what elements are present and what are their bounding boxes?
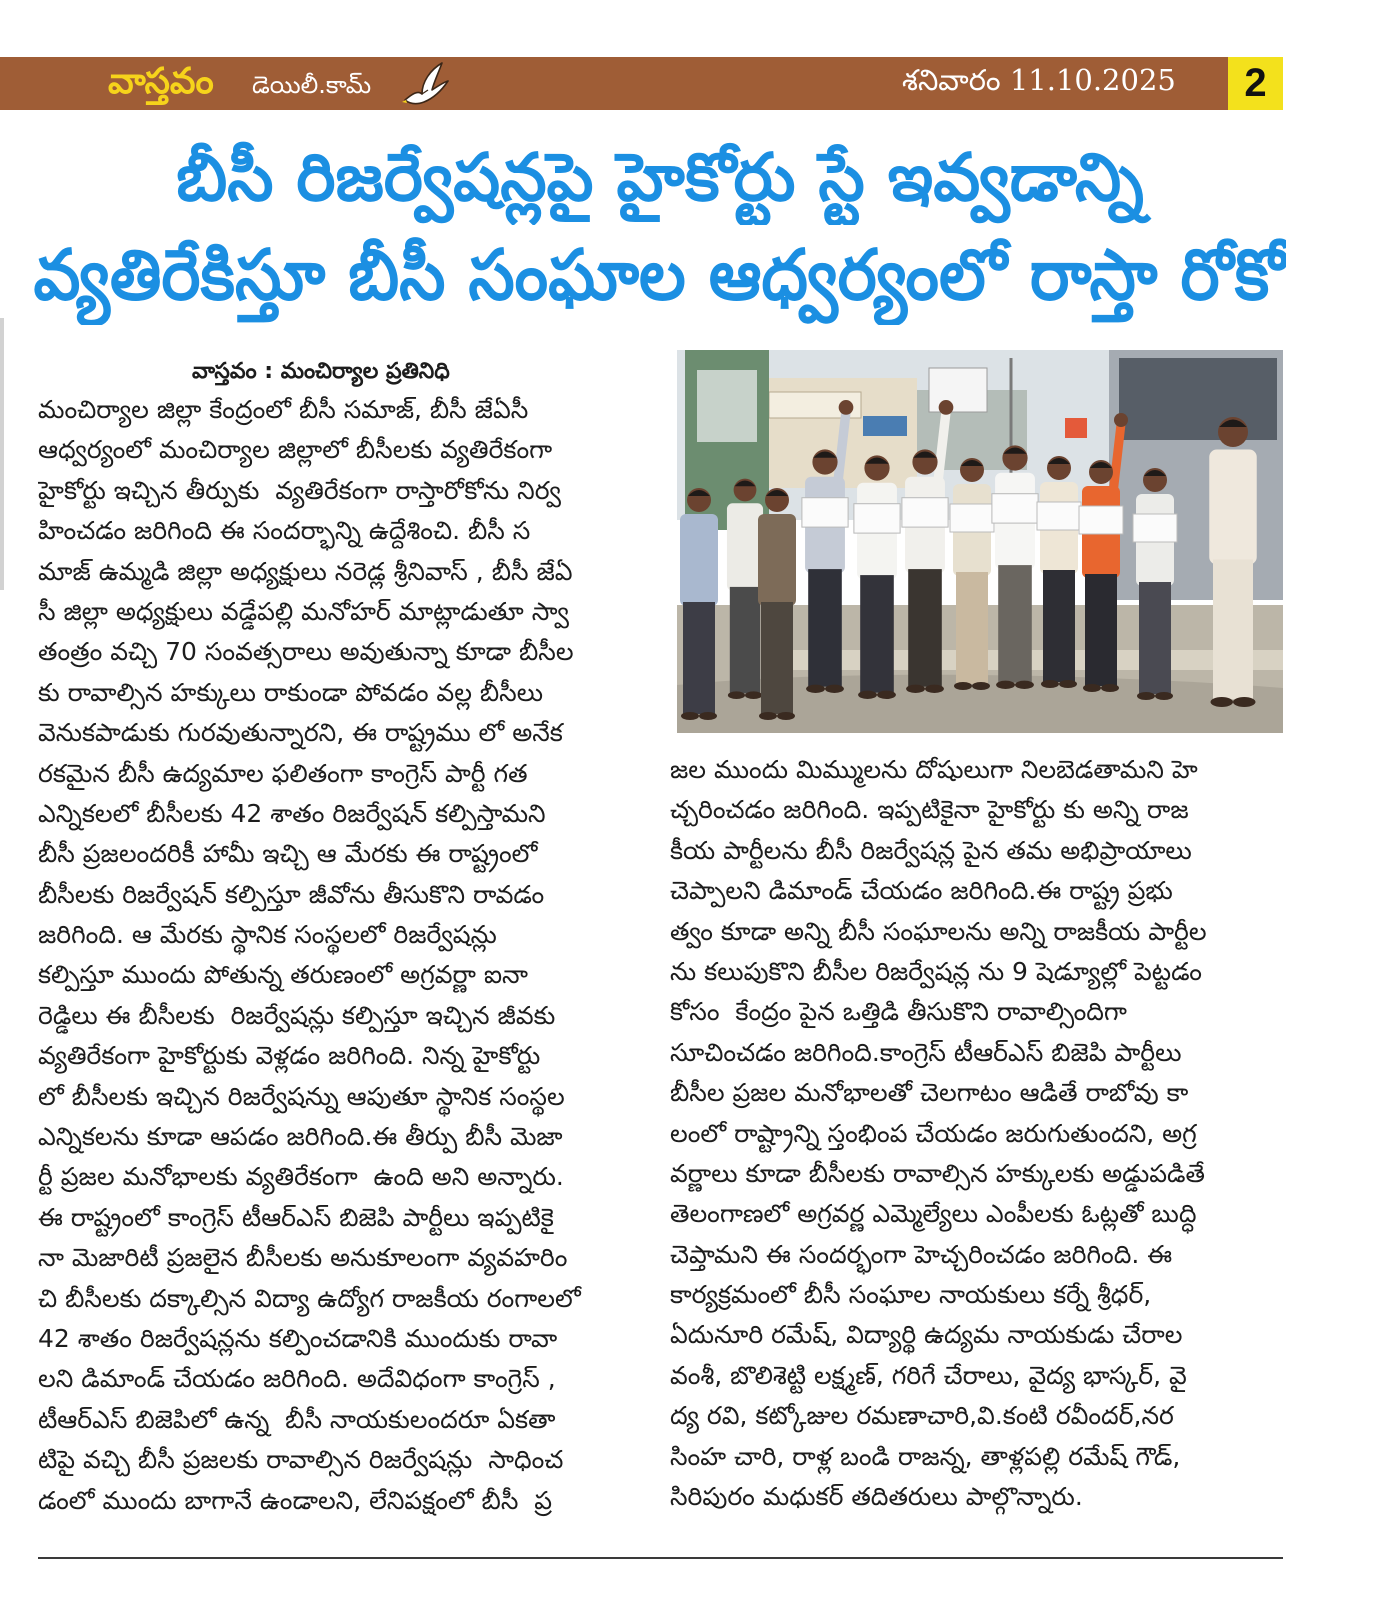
article-text-line: [38, 1238, 650, 1278]
article-text-line: [38, 1319, 650, 1359]
article-text-line: [38, 1279, 650, 1319]
article-text-line: [670, 750, 1282, 790]
article-text-line-content: ఆధ్వర్యంలో మంచిర్యాల జిల్లాలో బీసీలకు వ్యతిరేకంగా: [38, 435, 553, 465]
article-text-line: [38, 592, 650, 632]
article-text-line-content: త్వం కూడా అన్ని బీసీ సంఘాలను అన్ని రాజకీయ పార్టీల: [670, 916, 1207, 946]
article-text-line-content: హైకోర్టు ఇచ్చిన తీర్పుకు వ్యతిరేకంగా రాస్తారోకోను నిర్వ: [38, 475, 561, 505]
brand-name-text: వాస్తవం: [108, 61, 214, 102]
article-text-line: [670, 1154, 1282, 1194]
article-text-line: [670, 871, 1282, 911]
article-text-line-content: రకమైన బీసీ ఉద్యమాల ఫలితంగా కాంగ్రెస్ పార్టీ గత: [38, 758, 528, 788]
article-text-line-content: ను కలుపుకొని బీసీల రిజర్వేషన్ల ను 9 షెడ్యూల్లో పెట్టడం: [670, 956, 1202, 986]
article-text-line: [38, 632, 650, 672]
article-text-line-content: తంత్రం వచ్చి 70 సంవత్సరాలు అవుతున్నా కూడా బీసీల: [38, 637, 574, 667]
article-text-line-content: ద్య రవి, కట్కోజుల రమణాచారి,వి.కంటి రవీందర్,నర: [670, 1401, 1174, 1431]
article-text-line: [670, 790, 1282, 830]
article-text-line-content: ర్టీ ప్రజల మనోభాలకు వ్యతిరేకంగా ఉంది అని అన్నారు.: [38, 1162, 564, 1192]
photo-kiosk-panel: [697, 370, 757, 442]
article-text-line-content: బీసీ ప్రజలందరికీ హామీ ఇచ్చి ఆ మేరకు ఈ రాష్ట్రంలో: [38, 839, 538, 869]
article-column-right: [670, 750, 1282, 1517]
article-text-line: [670, 1396, 1282, 1436]
article-text-line-content: కోసం కేంద్రం పైన ఒత్తిడి తీసుకొని రావాల్సిందిగా: [670, 997, 1127, 1027]
article-text-line-content: టిపై వచ్చి బీసీ ప్రజలకు రావాల్సిన రిజర్వేషన్లు సాధించ: [38, 1445, 564, 1475]
article-text-line: [670, 1356, 1282, 1396]
article-text-line: [670, 1315, 1282, 1355]
protester-figure: [727, 479, 763, 699]
article-text-line-content: ఈ రాష్ట్రంలో కాంగ్రెస్ టీఆర్ఎస్ బిజెపి పార్టీలు ఇప్పటికై: [38, 1202, 554, 1232]
article-text-line-content: వెనుకపాడుకు గురవుతున్నారని, ఈ రాష్ట్రము లో అనేక: [38, 718, 563, 748]
brand-suffix-text: డెయిలీ.కామ్: [252, 71, 372, 99]
article-text-line-content: సిరిపురం మధుకర్ తదితరులు పాల్గొన్నారు.: [670, 1482, 1083, 1512]
article-text-line-content: 42 శాతం రిజర్వేషన్లను కల్పించడానికి ముందుకు రావా: [38, 1323, 558, 1353]
article-text-line: [38, 794, 650, 834]
article-text-line-content: కు రావాల్సిన హక్కులు రాకుండా పోవడం వల్ల బీసీలు: [38, 677, 544, 707]
article-text-line-content: మాజ్ ఉమ్మడి జిల్లా అధ్యక్షులు నరెడ్ల శ్రీనివాస్ , బీసీ జేఏ: [38, 556, 573, 586]
article-text-line-content: తెలంగాణలో అగ్రవర్ణ ఎమ్మెల్యేలు ఎంపీలకు ఓట్లతో బుద్ధి: [670, 1199, 1197, 1229]
article-text-line: [38, 955, 650, 995]
article-text-line: [38, 1400, 650, 1440]
article-text-line-content: కల్పిస్తూ ముందు పోతున్న తరుణంలో అగ్రవర్ణా ఐనా: [38, 960, 529, 990]
brand-name: [108, 57, 248, 110]
article-text-line: [38, 1157, 650, 1197]
article-text-line-content: జల ముందు మిమ్ములను దోషులుగా నిలబెడతామని హె: [670, 755, 1198, 784]
byline-text: వాస్తవం : మంచిర్యాల ప్రతినిధి: [192, 359, 450, 384]
article-text-line-content: సీ జిల్లా అధ్యక్షులు వడ్డేపల్లి మనోహర్ మాట్లాడుతూ స్వా: [38, 596, 569, 626]
article-text-line: [38, 1117, 650, 1157]
article-text-line: [670, 831, 1282, 871]
article-text-line: [38, 1077, 650, 1117]
article-text-line-content: చి బీసీలకు దక్కాల్సిన విద్యా ఉద్యోగ రాజకీయ రంగాలలో: [38, 1283, 581, 1313]
headline-line-1-text: బీసీ రిజర్వేషన్లపై హైకోర్టు స్టే ఇవ్వడాన్ని: [176, 139, 1144, 216]
article-text-line: [670, 1194, 1282, 1234]
protester-figure: [950, 458, 994, 690]
bottom-rule: [38, 1557, 1283, 1559]
protest-photo: [677, 350, 1283, 733]
protester-figure: [758, 488, 796, 720]
article-text-line-content: బీసీల ప్రజల మనోభాలతో చెలగాటం ఆడితే రాబోవు కా: [670, 1078, 1189, 1108]
scan-edge: [0, 318, 4, 590]
article-text-line-content: లో బీసీలకు ఇచ్చిన రిజర్వేషన్ను ఆపుతూ స్థానిక సంస్థల: [38, 1081, 565, 1111]
article-text-line: [38, 471, 650, 511]
article-text-line-content: ఎన్నికలను కూడా ఆపడం జరిగింది.ఈ తీర్పు బీసీ మెజా: [38, 1122, 563, 1152]
article-text-line: [670, 1073, 1282, 1113]
issue-date-text: శనివారం 11.10.2025: [902, 63, 1176, 97]
issue-date: [902, 57, 1202, 110]
article-text-line: [670, 1477, 1282, 1517]
article-text-line-content: మంచిర్యాల జిల్లా కేంద్రంలో బీసీ సమాజ్, బీసీ జేఏసీ: [38, 395, 529, 424]
headline-line-2-text: వ్యతిరేకిస్తూ బీసీ సంఘాల ఆధ్వర్యంలో రాస్తా రోకో: [34, 234, 1286, 316]
photo-signboard: [1065, 418, 1087, 438]
article-text-line-content: సింహ చారి, రాళ్ల బండి రాజన్న, తాళ్లపల్లి రమేష్ గౌడ్,: [670, 1441, 1181, 1471]
article-text-line-content: జరిగింది. ఆ మేరకు స్థానిక సంస్థలలో రిజర్వేషన్లు: [38, 920, 497, 950]
headline-line-2: [34, 225, 1286, 325]
page-number: 2: [1228, 57, 1283, 110]
article-text-line: [38, 834, 650, 874]
byline: [192, 356, 622, 388]
article-text-line: [38, 390, 650, 430]
article-text-line: [670, 1235, 1282, 1275]
article-column-left: [38, 390, 650, 1521]
photo-blue-sign: [863, 416, 907, 436]
article-text-line: [670, 1275, 1282, 1315]
protester-figure: [1037, 456, 1081, 688]
article-text-line: [38, 1359, 650, 1399]
headline-line-1: [34, 130, 1286, 225]
article-text-line-content: లని డిమాండ్ చేయడం జరిగింది. అదేవిధంగా కాంగ్రెస్ ,: [38, 1364, 556, 1394]
article-text-line: [38, 1198, 650, 1238]
article-text-line: [38, 713, 650, 753]
article-text-line: [38, 673, 650, 713]
photo-hoarding: [929, 368, 987, 412]
article-text-line-content: సూచించడం జరిగింది.కాంగ్రెస్ టీఆర్ఎస్ బిజెపి పార్టీలు: [670, 1037, 1182, 1067]
article-text-line-content: కార్యక్రమంలో బీసీ సంఘాల నాయకులు కర్నే శ్రీధర్,: [670, 1280, 1152, 1310]
article-text-line: [670, 992, 1282, 1032]
protester-figure: [854, 455, 900, 699]
bird-icon: [402, 60, 450, 108]
article-text-line-content: కీయ పార్టీలను బీసీ రిజర్వేషన్ల పైన తమ అభిప్రాయాలు: [670, 835, 1192, 865]
article-text-line: [38, 754, 650, 794]
article-text-line: [670, 1033, 1282, 1073]
article-text-line-content: టీఆర్ఎస్ బిజెపిలో ఉన్న బీసీ నాయకులందరూ ఏకతా: [38, 1404, 556, 1434]
article-text-line-content: లంలో రాష్ట్రాన్ని స్తంభింప చేయడం జరుగుతుందని, అగ్ర: [670, 1118, 1197, 1148]
article-text-line: [38, 875, 650, 915]
article-text-line-content: ఏదునూరి రమేష్, విద్యార్థి ఉద్యమ నాయకుడు చేరాల: [670, 1320, 1183, 1350]
article-text-line: [38, 915, 650, 955]
article-text-line-content: రెడ్డిలు ఈ బీసీలకు రిజర్వేషన్లు కల్పిస్తూ ఇచ్చిన జీవకు: [38, 1000, 556, 1030]
article-text-line-content: బీసీలకు రిజర్వేషన్ కల్పిస్తూ జీవోను తీసుకొని రావడం: [38, 879, 545, 909]
article-text-line: [38, 1481, 650, 1521]
article-text-line-content: ఎన్నికలలో బీసీలకు 42 శాతం రిజర్వేషన్ కల్పిస్తామని: [38, 798, 546, 828]
photo-bus-window: [1119, 358, 1277, 440]
article-text-line: [670, 912, 1282, 952]
article-text-line: [38, 996, 650, 1036]
article-text-line: [670, 1437, 1282, 1477]
article-text-line: [670, 952, 1282, 992]
article-text-line: [38, 430, 650, 470]
article-text-line: [38, 1440, 650, 1480]
article-text-line-content: చ్చరించడం జరిగింది. ఇప్పటికైనా హైకోర్టు కు అన్ని రాజ: [670, 795, 1189, 825]
brand-suffix: [252, 60, 400, 110]
article-text-line-content: వంశీ, బొలిశెట్టి లక్ష్మణ్, గరిగే చేరాలు, వైద్య భాస్కర్, వై: [670, 1360, 1187, 1390]
article-text-line-content: డంలో ముందు బాగానే ఉండాలని, లేనిపక్షంలో బీసీ ప్ర: [38, 1485, 553, 1515]
article-text-line-content: వర్ణాలు కూడా బీసీలకు రావాల్సిన హక్కులకు అడ్డుపడితే: [670, 1158, 1206, 1188]
article-text-line: [670, 1114, 1282, 1154]
protester-figure: [1209, 417, 1257, 707]
article-text-line: [38, 552, 650, 592]
protester-figure: [992, 445, 1038, 689]
article-text-line-content: వ్యతిరేకంగా హైకోర్టుకు వెళ్లడం జరిగింది. నిన్న హైకోర్టు: [38, 1041, 541, 1071]
article-text-line-content: చెప్పాలని డిమాండ్ చేయడం జరిగింది.ఈ రాష్ట్ర ప్రభు: [670, 876, 1173, 906]
protester-figure: [1133, 468, 1177, 700]
article-text-line: [38, 511, 650, 551]
article-text-line-content: చెప్తామని ఈ సందర్భంగా హెచ్చరించడం జరిగింది. ఈ: [670, 1239, 1173, 1269]
protester-figure: [680, 488, 718, 720]
article-text-line-content: హించడం జరిగింది ఈ సందర్భాన్ని ఉద్దేశించి. బీసీ స: [38, 516, 531, 546]
article-text-line-content: నా మెజారిటీ ప్రజలైన బీసీలకు అనుకూలంగా వ్యవహరిం: [38, 1243, 568, 1273]
article-text-line: [38, 1036, 650, 1076]
